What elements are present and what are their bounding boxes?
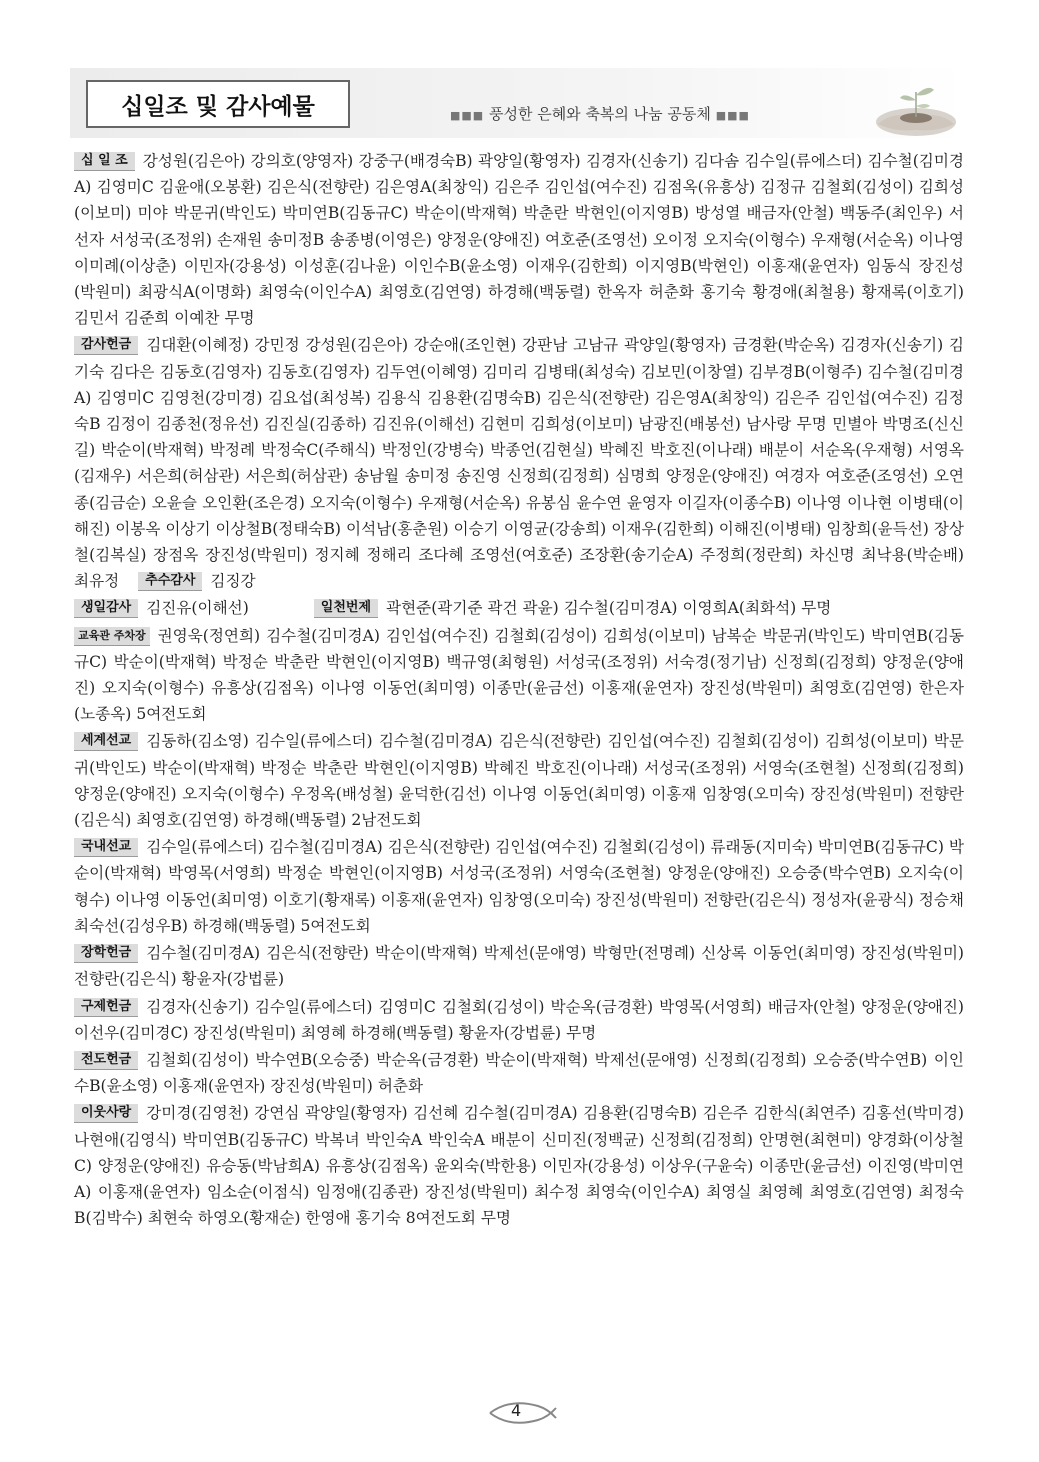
section-label: 십 일 조 <box>74 152 135 171</box>
section-label: 일천번제 <box>314 599 378 618</box>
donor-names: 김철회(김성이) 박수연B(오승중) 박순옥(금경환) 박순이(박재혁) 박제선(문애영) 신정희(김정희) 오승중(박수연B) 이인수B(윤소영) 이홍재(윤연자) 장진성(박원미) 허춘화 <box>74 1050 964 1096</box>
section-label: 감사헌금 <box>74 336 138 355</box>
section-domestic-mission <box>74 834 964 939</box>
donor-names: 김진유(이해선) <box>146 599 249 618</box>
subtitle-text: 풍성한 은혜와 축복의 나눔 공동체 <box>488 105 711 123</box>
donor-names: 김수일(류에스더) 김수철(김미경A) 김은식(전향란) 김인섭(여수진) 김철회(김성이) 류래동(지미숙) 박미연B(김동규C) 박순이(박재혁) 박영목(서영희) 박정순 박현인(이지영B) 서성국(조정위) 서영숙(조현철) 양정운(양애진) 오승중(박수연B) 오지숙(이형수) 이나영 이동언(최미영) 이호기(황재록) 이홍재(윤연자) 임창영(오미숙) 장진성(박원미) 전향란(김은식) 정성자(윤광식) 정승채 최숙선(김성우B) 하경해(백동렬) 5여전도회 <box>74 838 964 935</box>
page-number: 4 <box>511 1401 522 1420</box>
section-scholarship <box>74 940 964 992</box>
donor-names: 강성원(김은아) 강의호(양영자) 강중구(배경숙B) 곽양일(황영자) 김경자(신송기) 김다솜 김수일(류에스더) 김수철(김미경A) 김영미C 김윤애(오봉환) 김은식(전향란) 김은영A(최창익) 김은주 김인섭(여수진) 김점옥(유흥상) 김정규 김철회(김성이) 김희성(이보미) 미야 박문귀(박인도) 박미연B(김동규C) 박순이(박재혁) 박춘란 박현인(이지영B) 방성열 배금자(안철) 백동주(최인우) 서선자 서성국(조정위) 손재원 송미정B 송종병(이영은) 양정운(양애진) 여호준(조영선) 오이정 오지숙(이형수) 우재형(서순옥) 이나영 이미례(이상춘) 이민자(강용성) 이성훈(김나윤) 이인수B(윤소영) 이재우(김한희) 이지영B(박현인) 이홍재(윤연자) 임동식 장진성(박원미) 최광식A(이명화) 최영숙(이인수A) 최영호(김연영) 하경해(백동렬) 한옥자 허춘화 홍기숙 황경애(최철용) 황재록(이호기) 김민서 김준희 이예찬 무명 <box>74 152 964 328</box>
section-education-parking <box>74 623 964 728</box>
donor-names: 김수철(김미경A) 김은식(전향란) 박순이(박재혁) 박제선(문애영) 박형만(전명례) 신상록 이동언(최미영) 장진성(박원미) 전향란(김은식) 황윤자(강법륜) <box>74 944 964 989</box>
section-evangelism <box>74 1047 964 1099</box>
subtitle-marker-right: ■■■ <box>715 109 750 122</box>
page-title: 십일조 및 감사예물 <box>121 93 315 120</box>
section-label: 전도헌금 <box>74 1051 138 1070</box>
page-title-box <box>86 80 350 128</box>
donor-names: 강미경(김영천) 강연심 곽양일(황영자) 김선혜 김수철(김미경A) 김용환(김명숙B) 김은주 김한식(최연주) 김홍선(박미경) 나현애(김영식) 박미연B(김동규C) 박복녀 박인숙A 박인숙A 배분이 신미진(정백균) 신정희(김정희) 안명현(최현미) 양경화(이상철C) 양정운(양애진) 유승동(박남희A) 유흥상(김점옥) 윤외숙(박한용) 이민자(강용성) 이상우(구윤숙) 이종만(윤금선) 이진영(박미연A) 이홍재(윤연자) 임소순(이점식) 임정애(김종관) 장진성(박원미) 최수정 최영숙(이인수A) 최영실 최영혜 최영호(김연영) 최정숙B(김박수) 최현숙 하영오(황재순) 한영애 홍기숙 8여전도회 무명 <box>74 1104 964 1228</box>
section-label: 세계선교 <box>74 732 138 751</box>
section-neighbor-love <box>74 1100 964 1231</box>
donor-names: 권영욱(정연희) 김수철(김미경A) 김인섭(여수진) 김철회(김성이) 김희성(이보미) 남복순 박문귀(박인도) 박미연B(김동규C) 박순이(박재혁) 박정순 박춘란 박현인(이지영B) 백규영(최형원) 서성국(조정위) 서숙경(정기남) 신정희(김정희) 양정운(양애진) 오지숙(이형수) 유흥상(김점옥) 이나영 이동언(최미영) 이종만(윤금선) 이홍재(윤연자) 장진성(박원미) 최영호(김연영) 한은자(노종옥) 5여전도회 <box>74 626 964 724</box>
donor-names: 곽현준(곽기준 곽건 곽윤) 김수철(김미경A) 이영희A(최화석) 무명 <box>386 599 832 618</box>
section-relief <box>74 994 964 1046</box>
section-label: 이웃사랑 <box>74 1104 138 1123</box>
donor-names: 김대환(이혜정) 강민정 강성원(김은아) 강순애(조인현) 강판남 고남규 곽양일(황영자) 금경환(박순옥) 김경자(신송기) 김기숙 김다은 김동호(김영자) 김동호(김영자) 김두연(이혜영) 김미리 김병태(최성숙) 김보민(이창열) 김부경B(이형주) 김수철(김미경A) 김영미C 김영천(강미경) 김요섭(최성복) 김용식 김용환(김명숙B) 김은식(전향란) 김은영A(최창익) 김은주 김인섭(여수진) 김정숙B 김정이 김종천(정유선) 김진실(김종하) 김진유(이해선) 김현미 김희성(이보미) 남광진(배봉선) 남사랑 무명 민별아 박명조(신신길) 박순이(박재혁) 박정례 박정숙C(주해식) 박정인(강병숙) 박종언(김현실) 박혜진 박호진(이나래) 배분이 서순옥(우재형) 서영옥(김재우) 서은희(허삼관) 서은희(허삼관) 송남월 송미정 송진영 신정희(김정희) 심명희 양정운(양애진) 여경자 여호준(조영선) 오연종(김금순) 오윤슬 오인환(조은경) 오지숙(이형수) 우재형(서순옥) 유봉심 윤수연 윤영자 이길자(이종수B) 이나영 이나현 이병태(이해진) 이봉옥 이상기 이상철B(정태숙B) 이석남(홍춘원) 이승기 이영균(강송희) 이재우(김한희) 이해진(이병태) 임창희(윤득선) 장상철(김복실) 장점옥 장진성(박원미) 정지혜 정해리 조다혜 조영선(여호준) 조장환(송기순A) 주정희(정란희) 차신명 최낙용(박순배) 최유정 <box>74 336 964 591</box>
section-world-mission <box>74 728 964 833</box>
section-label: 교육관 주차장 <box>74 627 150 646</box>
section-label: 구제헌금 <box>74 998 138 1017</box>
hands-plant-illustration <box>854 70 964 138</box>
section-label: 국내선교 <box>74 838 138 857</box>
donor-names: 김경자(신송기) 김수일(류에스더) 김영미C 김철회(김성이) 박순옥(금경환) 박영목(서영희) 배금자(안철) 양정운(양애진) 이선우(김미경C) 장진성(박원미) 최영혜 하경해(백동렬) 황윤자(강법륜) 무명 <box>74 997 964 1042</box>
section-tithe <box>74 148 964 331</box>
section-label: 생일감사 <box>74 599 138 618</box>
fish-icon <box>486 1396 566 1430</box>
section-label: 장학헌금 <box>74 944 138 963</box>
page-number-badge <box>486 1396 566 1430</box>
offering-list <box>74 148 964 1232</box>
donor-names: 김동하(김소영) 김수일(류에스더) 김수철(김미경A) 김은식(전향란) 김인섭(여수진) 김철회(김성이) 김희성(이보미) 박문귀(박인도) 박순이(박재혁) 박정순 박춘란 박현인(이지영B) 박혜진 박호진(이나래) 서성국(조정위) 서영숙(조현철) 신정희(김정희) 양정운(양애진) 오지숙(이형수) 우정옥(배성철) 윤덕한(김선) 이나영 이동언(최미영) 이홍재 임창영(오미숙) 장진성(박원미) 전향란(김은식) 최영호(김연영) 하경해(백동렬) 2남전도회 <box>74 732 964 830</box>
subtitle-marker-left: ■■■ <box>450 109 485 122</box>
section-birthday-firstweek <box>74 595 964 621</box>
subtitle <box>450 103 750 124</box>
section-label: 추수감사 <box>138 572 202 591</box>
section-thanks-cash <box>74 332 964 594</box>
donor-names: 김징강 <box>210 572 256 591</box>
